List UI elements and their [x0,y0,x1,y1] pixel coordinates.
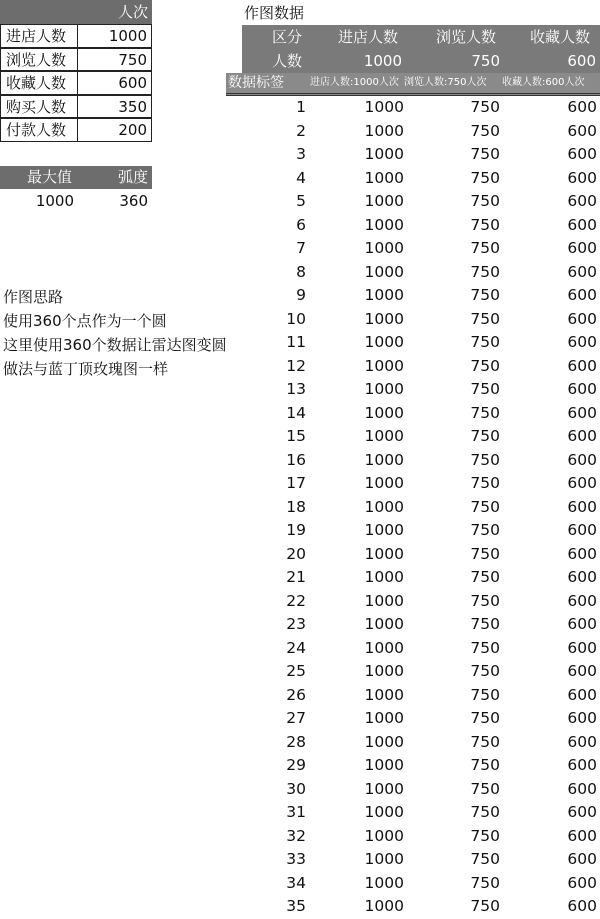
table-row [226,378,600,402]
fav-count-cell[interactable]: 600 [567,521,597,539]
summary-value[interactable]: 750 [77,48,152,72]
summary-label[interactable]: 付款人数 [0,118,78,142]
summary-label[interactable]: 收藏人数 [0,71,78,95]
header2-col-store[interactable]: 1000 [363,52,402,70]
row-index-cell[interactable]: 19 [286,521,306,539]
store-count-cell[interactable]: 1000 [364,380,404,398]
row-index-cell[interactable]: 18 [286,497,306,516]
row-index-cell[interactable]: 32 [286,826,306,845]
row-index-cell[interactable]: 33 [286,850,306,868]
table-row [226,872,600,896]
fav-count-cell[interactable]: 600 [567,568,597,586]
fav-count-cell[interactable]: 600 [567,309,597,328]
data-label-row [226,73,600,96]
summary-row [0,95,152,119]
data-label-fav[interactable]: 收藏人数:600人次 [502,77,585,88]
browse-count-cell[interactable]: 750 [470,333,500,351]
row-index-cell[interactable]: 17 [286,474,306,492]
browse-count-cell[interactable]: 750 [470,145,500,163]
row-index-cell[interactable]: 20 [286,544,306,563]
row-index-cell[interactable]: 34 [286,873,306,892]
browse-count-cell[interactable]: 750 [470,121,500,140]
row-index-cell[interactable]: 28 [286,732,306,751]
fav-count-cell[interactable]: 600 [567,709,597,727]
table-row [226,566,600,590]
fav-count-cell[interactable]: 600 [567,779,597,798]
store-count-cell[interactable]: 1000 [364,638,404,657]
fav-count-cell[interactable]: 600 [567,591,597,610]
fav-count-cell[interactable]: 600 [567,262,597,281]
table-row [226,543,600,567]
fav-count-cell[interactable]: 600 [567,403,597,422]
table-row [226,331,600,355]
fav-count-cell[interactable]: 600 [567,121,597,140]
table-row [226,731,600,755]
data-label-browse[interactable]: 浏览人数:750人次 [404,77,487,88]
summary-header-count: 人次 [77,0,152,24]
store-count-cell[interactable]: 1000 [364,145,404,163]
table-row [226,308,600,332]
table-row [226,167,600,191]
row-index-cell[interactable]: 1 [296,98,306,116]
notes-line[interactable]: 作图思路 [3,288,64,306]
browse-count-cell[interactable]: 750 [470,192,500,210]
browse-count-cell[interactable]: 750 [470,568,500,586]
notes-line[interactable]: 使用360个点作为一个圆 [3,312,167,330]
arc-value[interactable]: 360 [119,192,148,210]
store-count-cell[interactable]: 1000 [364,544,404,563]
summary-label[interactable]: 进店人数 [0,24,78,48]
row-index-cell[interactable]: 15 [286,427,306,445]
table-row [226,449,600,473]
table-row [226,120,600,144]
row-index-cell[interactable]: 12 [286,356,306,375]
fav-count-cell[interactable]: 600 [567,826,597,845]
browse-count-cell[interactable]: 750 [470,98,500,116]
store-count-cell[interactable]: 1000 [364,662,404,680]
browse-count-cell[interactable]: 750 [470,403,500,422]
browse-count-cell[interactable]: 750 [470,709,500,727]
header-col-browse[interactable]: 浏览人数 [436,28,497,46]
browse-count-cell[interactable]: 750 [470,450,500,469]
store-count-cell[interactable]: 1000 [364,427,404,445]
chart-data-title[interactable]: 作图数据 [244,4,305,22]
header2-col-browse[interactable]: 750 [471,52,500,70]
row-index-cell[interactable]: 21 [286,568,306,586]
browse-count-cell[interactable]: 750 [470,521,500,539]
table-row [226,684,600,708]
row-index-cell[interactable]: 2 [296,121,306,140]
fav-count-cell[interactable]: 600 [567,544,597,563]
arc-header[interactable]: 弧度 [78,166,152,189]
header2-col-fav[interactable]: 600 [567,52,596,70]
fav-count-cell[interactable]: 600 [567,356,597,375]
table-row [226,355,600,379]
fav-count-cell[interactable]: 600 [567,239,597,257]
summary-header-blank [0,0,77,24]
browse-count-cell[interactable]: 750 [470,286,500,304]
summary-row [0,71,152,95]
store-count-cell[interactable]: 1000 [364,474,404,492]
fav-count-cell[interactable]: 600 [567,497,597,516]
fav-count-cell[interactable]: 600 [567,145,597,163]
header-col-category[interactable]: 区分 [272,28,303,46]
store-count-cell[interactable]: 1000 [364,262,404,281]
store-count-cell[interactable]: 1000 [364,826,404,845]
chart-table-header [242,25,600,73]
browse-count-cell[interactable]: 750 [470,380,500,398]
header-col-store[interactable]: 进店人数 [338,28,399,46]
header2-col-category[interactable]: 人数 [272,52,303,70]
browse-count-cell[interactable]: 750 [470,662,500,680]
store-count-cell[interactable]: 1000 [364,732,404,751]
store-count-cell[interactable]: 1000 [364,850,404,868]
browse-count-cell[interactable]: 750 [470,803,500,821]
table-row [226,778,600,802]
summary-value[interactable]: 200 [77,118,152,142]
fav-count-cell[interactable]: 600 [567,615,597,633]
row-index-cell[interactable]: 9 [296,286,306,304]
table-row [226,261,600,285]
browse-count-cell[interactable]: 750 [470,497,500,516]
row-index-cell[interactable]: 31 [286,803,306,821]
browse-count-cell[interactable]: 750 [470,873,500,892]
summary-row [0,24,152,48]
store-count-cell[interactable]: 1000 [364,309,404,328]
fav-count-cell[interactable]: 600 [567,662,597,680]
browse-count-cell[interactable]: 750 [470,732,500,751]
row-index-cell[interactable]: 5 [296,192,306,210]
browse-count-cell[interactable]: 750 [470,897,500,915]
table-row [226,284,600,308]
browse-count-cell[interactable]: 750 [470,168,500,187]
browse-count-cell[interactable]: 750 [470,544,500,563]
row-index-cell[interactable]: 3 [296,145,306,163]
summary-row [0,48,152,72]
row-index-cell[interactable]: 29 [286,756,306,774]
fav-count-cell[interactable]: 600 [567,803,597,821]
store-count-cell[interactable]: 1000 [364,403,404,422]
fav-count-cell[interactable]: 600 [567,215,597,234]
row-index-cell[interactable]: 24 [286,638,306,657]
browse-count-cell[interactable]: 750 [470,779,500,798]
store-count-cell[interactable]: 1000 [364,803,404,821]
table-row [226,190,600,214]
fav-count-cell[interactable]: 600 [567,756,597,774]
fav-count-cell[interactable]: 600 [567,168,597,187]
data-label-title[interactable]: 数据标签 [228,75,284,91]
browse-count-cell[interactable]: 750 [470,427,500,445]
row-index-cell[interactable]: 4 [296,168,306,187]
store-count-cell[interactable]: 1000 [364,521,404,539]
summary-label[interactable]: 购买人数 [0,95,78,119]
fav-count-cell[interactable]: 600 [567,638,597,657]
fav-count-cell[interactable]: 600 [567,380,597,398]
browse-count-cell[interactable]: 750 [470,615,500,633]
store-count-cell[interactable]: 1000 [364,615,404,633]
store-count-cell[interactable]: 1000 [364,356,404,375]
browse-count-cell[interactable]: 750 [470,685,500,704]
table-row [226,214,600,238]
table-row [226,472,600,496]
notes-line[interactable]: 这里使用360个数据让雷达图变圆 [3,336,227,354]
table-row [226,425,600,449]
row-index-cell[interactable]: 10 [286,309,306,328]
store-count-cell[interactable]: 1000 [364,709,404,727]
store-count-cell[interactable]: 1000 [364,215,404,234]
fav-count-cell[interactable]: 600 [567,474,597,492]
store-count-cell[interactable]: 1000 [364,286,404,304]
table-row [226,707,600,731]
max-header[interactable]: 最大值 [0,166,78,189]
fav-count-cell[interactable]: 600 [567,685,597,704]
table-row [226,96,600,120]
table-row [226,237,600,261]
fav-count-cell[interactable]: 600 [567,286,597,304]
row-index-cell[interactable]: 23 [286,615,306,633]
store-count-cell[interactable]: 1000 [364,333,404,351]
summary-value[interactable]: 350 [77,95,152,119]
store-count-cell[interactable]: 1000 [364,779,404,798]
table-row [226,801,600,825]
browse-count-cell[interactable]: 750 [470,262,500,281]
store-count-cell[interactable]: 1000 [364,98,404,116]
browse-count-cell[interactable]: 750 [470,850,500,868]
fav-count-cell[interactable]: 600 [567,450,597,469]
store-count-cell[interactable]: 1000 [364,168,404,187]
summary-table [0,0,152,141]
table-row [226,848,600,872]
table-row [226,825,600,849]
store-count-cell[interactable]: 1000 [364,121,404,140]
notes-block [3,285,227,381]
row-index-cell[interactable]: 30 [286,779,306,798]
fav-count-cell[interactable]: 600 [567,98,597,116]
store-count-cell[interactable]: 1000 [364,239,404,257]
row-index-cell[interactable]: 6 [296,215,306,234]
fav-count-cell[interactable]: 600 [567,850,597,868]
table-row [226,590,600,614]
row-index-cell[interactable]: 25 [286,662,306,680]
browse-count-cell[interactable]: 750 [470,591,500,610]
fav-count-cell[interactable]: 600 [567,873,597,892]
browse-count-cell[interactable]: 750 [470,239,500,257]
summary-label[interactable]: 浏览人数 [0,48,78,72]
store-count-cell[interactable]: 1000 [364,685,404,704]
data-label-store[interactable]: 进店人数:1000人次 [310,77,399,88]
table-row [226,660,600,684]
browse-count-cell[interactable]: 750 [470,826,500,845]
row-index-cell[interactable]: 16 [286,450,306,469]
browse-count-cell[interactable]: 750 [470,309,500,328]
fav-count-cell[interactable]: 600 [567,333,597,351]
row-index-cell[interactable]: 8 [296,262,306,281]
max-value[interactable]: 1000 [35,192,74,210]
store-count-cell[interactable]: 1000 [364,192,404,210]
row-index-cell[interactable]: 7 [296,239,306,257]
summary-value[interactable]: 1000 [77,24,152,48]
browse-count-cell[interactable]: 750 [470,215,500,234]
table-row [226,613,600,637]
fav-count-cell[interactable]: 600 [567,192,597,210]
store-count-cell[interactable]: 1000 [364,568,404,586]
browse-count-cell[interactable]: 750 [470,756,500,774]
store-count-cell[interactable]: 1000 [364,450,404,469]
fav-count-cell[interactable]: 600 [567,427,597,445]
fav-count-cell[interactable]: 600 [567,897,597,915]
row-index-cell[interactable]: 13 [286,380,306,398]
table-row [226,402,600,426]
row-index-cell[interactable]: 11 [286,333,306,351]
table-row [226,637,600,661]
store-count-cell[interactable]: 1000 [364,897,404,915]
row-index-cell[interactable]: 27 [286,709,306,727]
store-count-cell[interactable]: 1000 [364,497,404,516]
table-row [226,143,600,167]
browse-count-cell[interactable]: 750 [470,356,500,375]
row-index-cell[interactable]: 35 [286,897,306,915]
table-row [226,754,600,778]
header-col-fav[interactable]: 收藏人数 [530,28,591,46]
fav-count-cell[interactable]: 600 [567,732,597,751]
browse-count-cell[interactable]: 750 [470,638,500,657]
store-count-cell[interactable]: 1000 [364,756,404,774]
browse-count-cell[interactable]: 750 [470,474,500,492]
store-count-cell[interactable]: 1000 [364,873,404,892]
row-index-cell[interactable]: 26 [286,685,306,704]
table-row [226,519,600,543]
table-row [226,496,600,520]
store-count-cell[interactable]: 1000 [364,591,404,610]
notes-line[interactable]: 做法与蓝丁顶玫瑰图一样 [3,360,169,378]
summary-value[interactable]: 600 [77,71,152,95]
summary-row [0,118,152,142]
row-index-cell[interactable]: 22 [286,591,306,610]
row-index-cell[interactable]: 14 [286,403,306,422]
